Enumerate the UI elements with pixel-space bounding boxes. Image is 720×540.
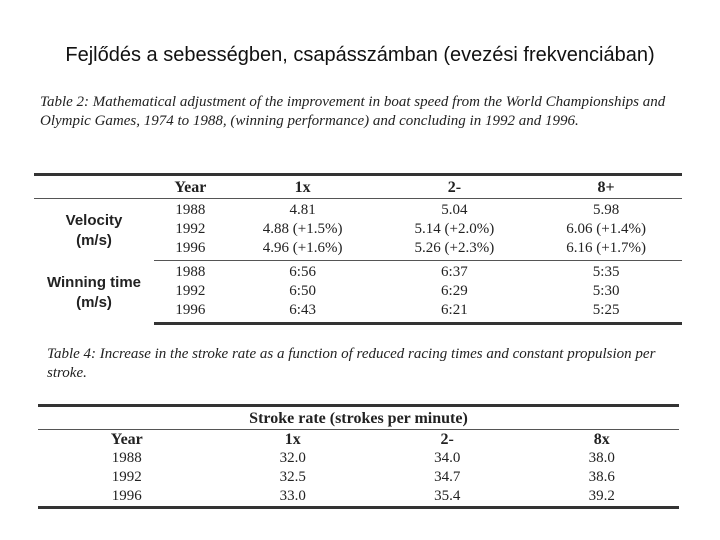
table-cell: 1996 — [38, 487, 216, 508]
table-cell: 6.16 (+1.7%) — [530, 239, 682, 261]
table-cell: 1988 — [175, 202, 206, 218]
table2-caption: Table 2: Mathematical adjustment of the improvement in boat speed from the World Championships and Olympic Games, 1974 to 1988, (winning performance) and concluding in 1992 and 1996. — [40, 94, 666, 129]
table-cell: 38.6 — [588, 469, 615, 485]
table2-header-cell: 2- — [379, 175, 531, 199]
table-cell: 35.4 — [370, 487, 524, 508]
table-row — [38, 487, 679, 508]
row-group-label — [34, 199, 154, 261]
table-row — [34, 199, 682, 221]
table4-span-header: Stroke rate (strokes per minute) — [38, 406, 679, 430]
table2-header-cell: 8+ — [530, 175, 682, 199]
table-cell: 6:21 — [379, 301, 531, 324]
table-cell: 5:35 — [592, 264, 620, 280]
table-cell: 1992 — [111, 469, 142, 485]
group-label-unit: (m/s) — [76, 294, 112, 311]
table-cell: 32.5 — [279, 469, 306, 485]
table-cell: 38.0 — [588, 450, 615, 466]
group-label-line: Velocity — [65, 211, 123, 229]
table2-header-cell — [34, 175, 154, 199]
table2-header-row — [34, 175, 682, 199]
group-label-unit: (m/s) — [76, 231, 112, 249]
table-cell: 6:29 — [441, 283, 468, 299]
row-group-label — [34, 261, 154, 324]
table-cell: 5:25 — [530, 301, 682, 324]
table4-header-cell: 1x — [284, 431, 301, 448]
table-cell: 6.06 (+1.4%) — [566, 221, 646, 237]
table2-header-cell: Year — [154, 175, 227, 199]
table-cell: 1988 — [111, 450, 142, 466]
table4-header-cell: 2- — [440, 431, 454, 448]
table-cell: 6:56 — [289, 264, 316, 280]
table-row — [34, 261, 682, 283]
table-cell: 1992 — [175, 283, 206, 299]
table2-header-cell: 1x — [227, 175, 379, 199]
table-row — [38, 468, 679, 487]
table-cell: 5.04 — [441, 202, 468, 218]
table-cell: 33.0 — [216, 487, 370, 508]
table-cell: 5:30 — [592, 283, 620, 299]
table-cell: 1996 — [154, 239, 227, 261]
slide-title: Fejlődés a sebességben, csapásszámban (evezési frekvenciában) — [65, 44, 655, 66]
table-cell: 6:43 — [227, 301, 379, 324]
table-cell: 5.98 — [592, 202, 620, 218]
table-cell: 39.2 — [524, 487, 679, 508]
table-cell: 5.14 (+2.0%) — [414, 221, 495, 237]
table-cell: 1988 — [175, 264, 206, 280]
table-cell: 1996 — [154, 301, 227, 324]
table4-header-row — [38, 430, 679, 450]
table-cell: 34.0 — [434, 450, 461, 466]
table-cell: 4.96 (+1.6%) — [227, 239, 379, 261]
table-cell: 32.0 — [279, 450, 306, 466]
table-cell: 5.26 (+2.3%) — [379, 239, 531, 261]
table-cell: 6:50 — [289, 283, 316, 299]
table4-header-cell: 8x — [593, 431, 610, 448]
table4-caption: Table 4: Increase in the stroke rate as a function of reduced racing times and constant propulsion per stroke. — [47, 346, 656, 381]
table-cell: 1992 — [175, 221, 206, 237]
table-cell: 34.7 — [434, 469, 461, 485]
table-cell: 4.88 (+1.5%) — [262, 221, 343, 237]
table-cell: 6:37 — [441, 264, 468, 280]
table4-stroke-rate — [38, 404, 679, 509]
group-label-line: Winning time — [46, 274, 142, 291]
table-row — [38, 449, 679, 468]
table2-boat-speed — [34, 173, 682, 325]
table4-header-cell: Year — [110, 431, 143, 448]
table-cell: 4.81 — [289, 202, 316, 218]
